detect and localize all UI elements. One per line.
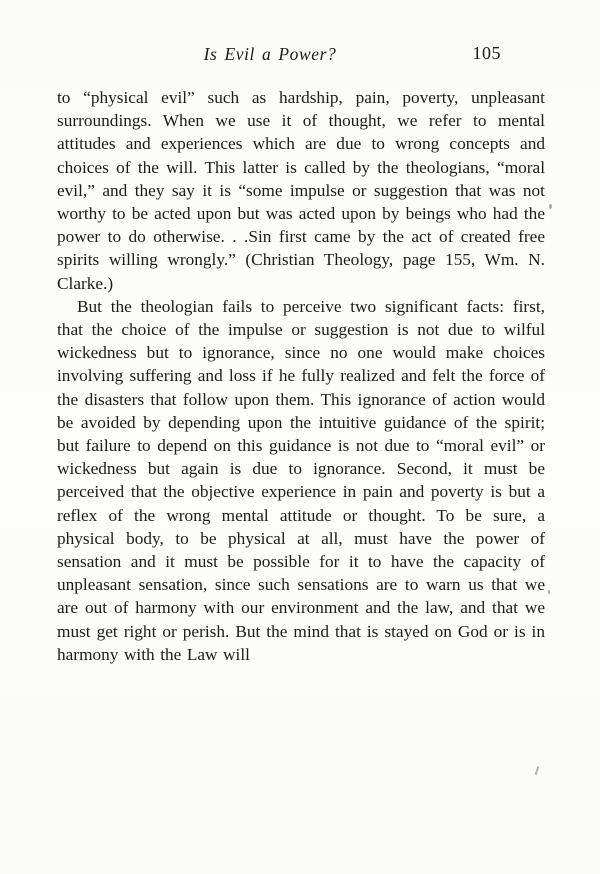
scan-artifact — [549, 204, 552, 209]
scan-artifact — [535, 766, 539, 775]
page-number: 105 — [472, 43, 501, 63]
paragraph: to “physical evil” such as hardship, pain, poverty, unpleasant surroundings. When we use it of thought, we refer to mental attitudes and experiences which are due to wrong concepts and choices of the will. This latter is called by the theologians, “moral evil,” and they say it is “some impulse or suggestion that was not worthy to be acted upon but was acted upon by beings who had the power to do otherwise. . .Sin first came by the act of created free spirits willing wrongly.” (Christian Theology, page 155, Wm. N. Clarke.) — [57, 88, 545, 293]
running-head-title: Is Evil a Power? — [203, 44, 337, 64]
page-body-text — [57, 86, 545, 666]
scan-artifact — [548, 590, 550, 594]
running-header — [57, 42, 545, 74]
paragraph: But the theologian fails to perceive two significant facts: first, that the choice of the impulse or suggestion is not due to wilful wickedness but to ignorance, since no one would make choices involving suffering and loss if he fully realized and felt the force of the disasters that follow upon them. This ignorance of action would be avoided by depending upon the intuitive guidance of the spirit; but failure to depend on this guidance is not due to “moral evil” or wickedness but again is due to ignorance. Second, it must be perceived that the objective experience in pain and poverty is but a reflex of the wrong mental attitude or thought. To be sure, a physical body, to be physical at all, must have the power of sensation and it must be possible for it to have the capacity of unpleasant sensation, since such sensations are to warn us that we are out of harmony with our environment and the law, and that we must get right or perish. But the mind that is stayed on God or is in harmony with the Law will — [57, 296, 545, 664]
